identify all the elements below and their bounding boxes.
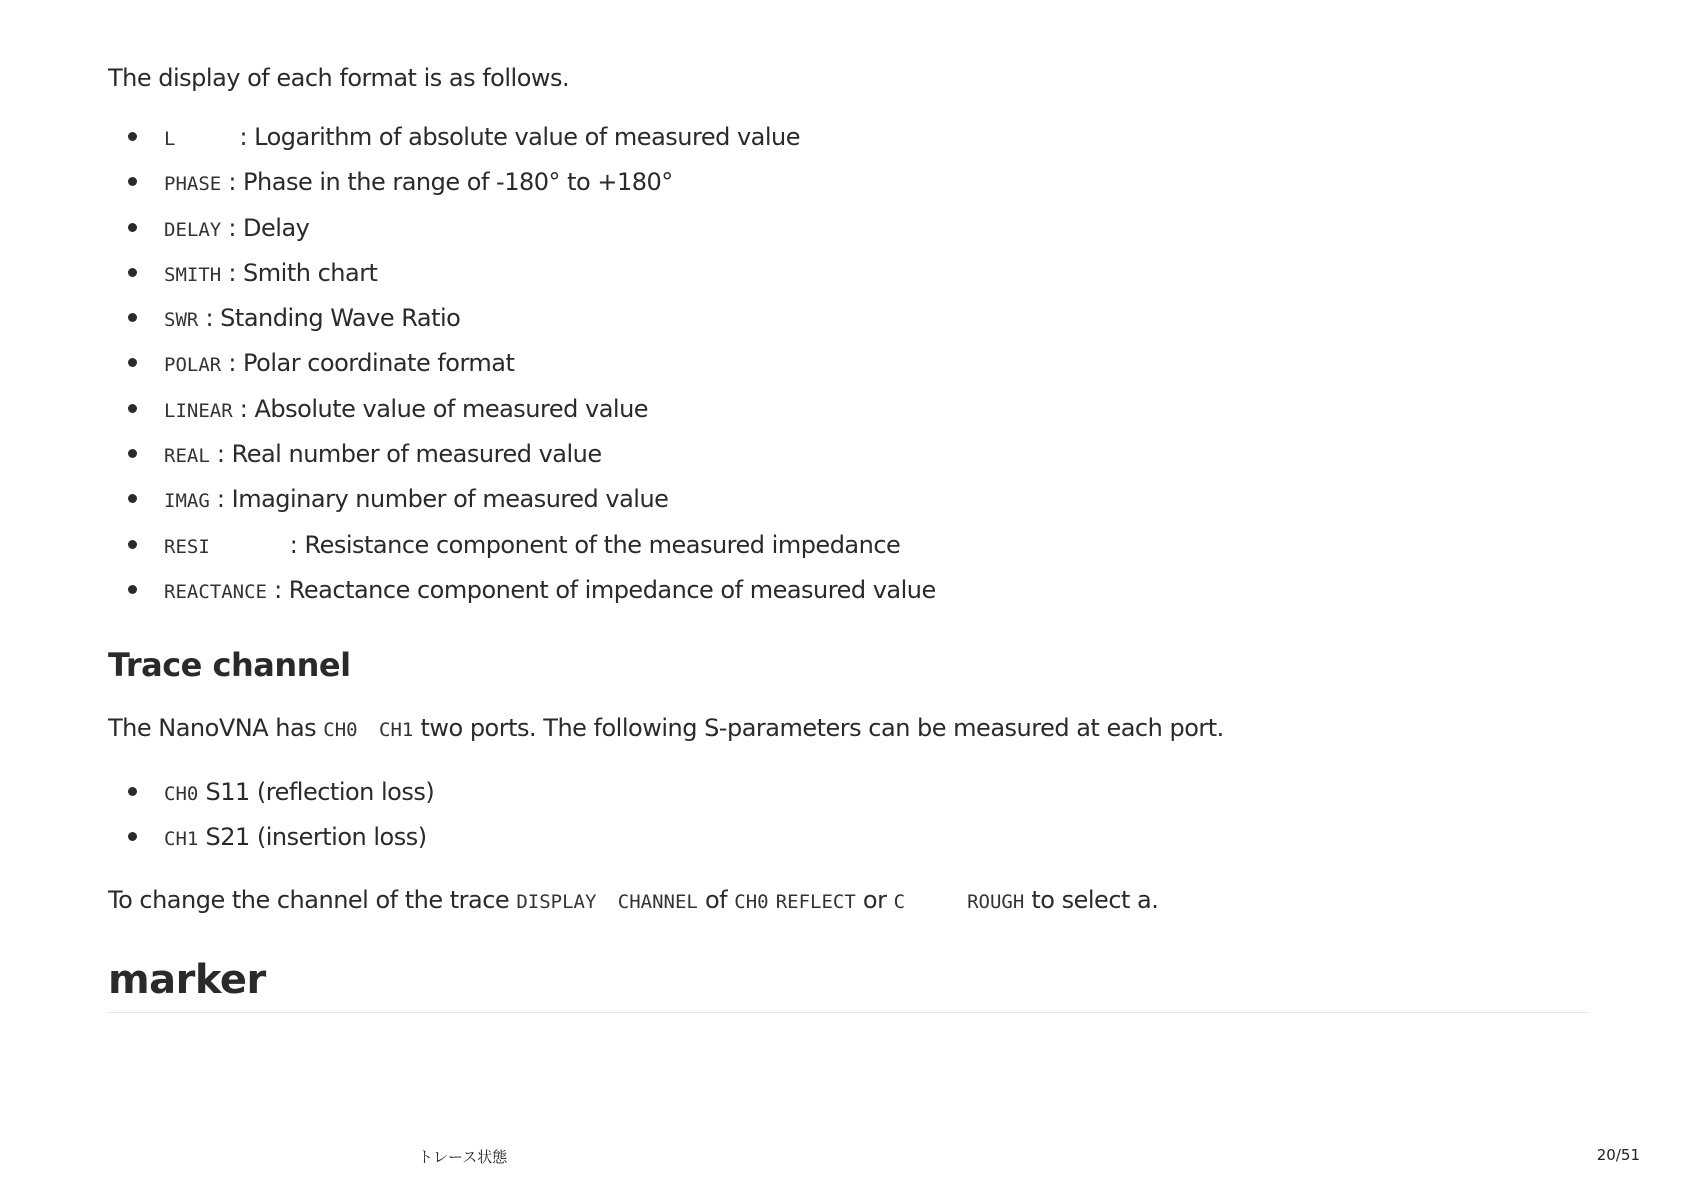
format-code: RESI xyxy=(164,535,210,558)
format-desc: : Standing Wave Ratio xyxy=(198,304,461,333)
list-item xyxy=(108,121,936,166)
instruction-text: to select a. xyxy=(1024,886,1159,914)
channel-list xyxy=(108,776,434,867)
list-item xyxy=(108,529,936,574)
instruction-text: or xyxy=(855,886,894,914)
trace-channel-intro xyxy=(108,712,1224,746)
format-desc: : Phase in the range of -180° to +180° xyxy=(221,168,673,197)
list-item xyxy=(108,212,936,257)
list-item xyxy=(108,393,936,438)
format-code: PHASE xyxy=(164,173,222,196)
intro-text: two ports. The following S-parameters can be measured at each port. xyxy=(413,714,1224,742)
ch0-code: CH0 xyxy=(323,719,358,741)
format-code: LINEAR xyxy=(164,399,233,422)
format-desc: : Resistance component of the measured impedance xyxy=(289,530,901,559)
instruction-text: To change the channel of the trace xyxy=(108,886,517,914)
list-item xyxy=(108,438,936,483)
format-desc: : Logarithm of absolute value of measured value xyxy=(239,123,801,151)
page-number: 20/51 xyxy=(1596,1146,1640,1164)
format-code: SMITH xyxy=(164,263,222,286)
reflect-code: REFLECT xyxy=(775,891,856,913)
list-item xyxy=(108,302,936,347)
intro-text: The NanoVNA has xyxy=(108,714,324,742)
format-desc: : Polar coordinate format xyxy=(221,349,515,378)
list-item xyxy=(108,574,936,619)
format-code: IMAG xyxy=(164,490,210,513)
format-code: REAL xyxy=(164,445,210,468)
channel-code: CH0 xyxy=(164,783,199,805)
ch0-code: CH0 xyxy=(734,891,769,913)
channel-desc: S11 (reflection loss) xyxy=(198,778,435,806)
rough-code: ROUGH xyxy=(967,891,1025,913)
channel-desc: S21 (insertion loss) xyxy=(198,823,427,852)
format-desc: : Smith chart xyxy=(221,258,378,287)
ch1-code: CH1 xyxy=(379,719,414,741)
channel-code: CH1 xyxy=(164,828,199,851)
format-code: L xyxy=(164,128,176,150)
list-item xyxy=(108,257,936,302)
footer-section-title: トレース状態 xyxy=(418,1148,508,1166)
channel-code: CHANNEL xyxy=(617,891,698,913)
list-item xyxy=(108,776,434,821)
heading-divider xyxy=(108,1012,1588,1013)
format-desc: : Real number of measured value xyxy=(209,440,602,469)
list-item xyxy=(108,483,936,528)
display-code: DISPLAY xyxy=(516,891,597,913)
format-desc: : Reactance component of impedance of measured value xyxy=(266,575,936,604)
format-desc: : Delay xyxy=(221,213,310,242)
format-code: DELAY xyxy=(164,218,222,241)
format-code: SWR xyxy=(164,309,199,332)
list-item xyxy=(108,347,936,392)
format-code: POLAR xyxy=(164,354,222,377)
format-desc: : Absolute value of measured value xyxy=(232,394,649,423)
format-desc: : Imaginary number of measured value xyxy=(209,485,669,514)
instruction-text: of xyxy=(697,886,735,914)
format-list xyxy=(108,121,936,619)
c-code: C xyxy=(893,891,906,913)
list-item xyxy=(108,166,936,211)
list-item xyxy=(108,821,434,866)
format-code: REACTANCE xyxy=(164,580,267,603)
trace-channel-heading: Trace channel xyxy=(108,646,351,684)
change-channel-instruction xyxy=(108,884,1158,918)
marker-heading: marker xyxy=(108,957,266,1003)
format-intro: The display of each format is as follows. xyxy=(108,64,570,92)
